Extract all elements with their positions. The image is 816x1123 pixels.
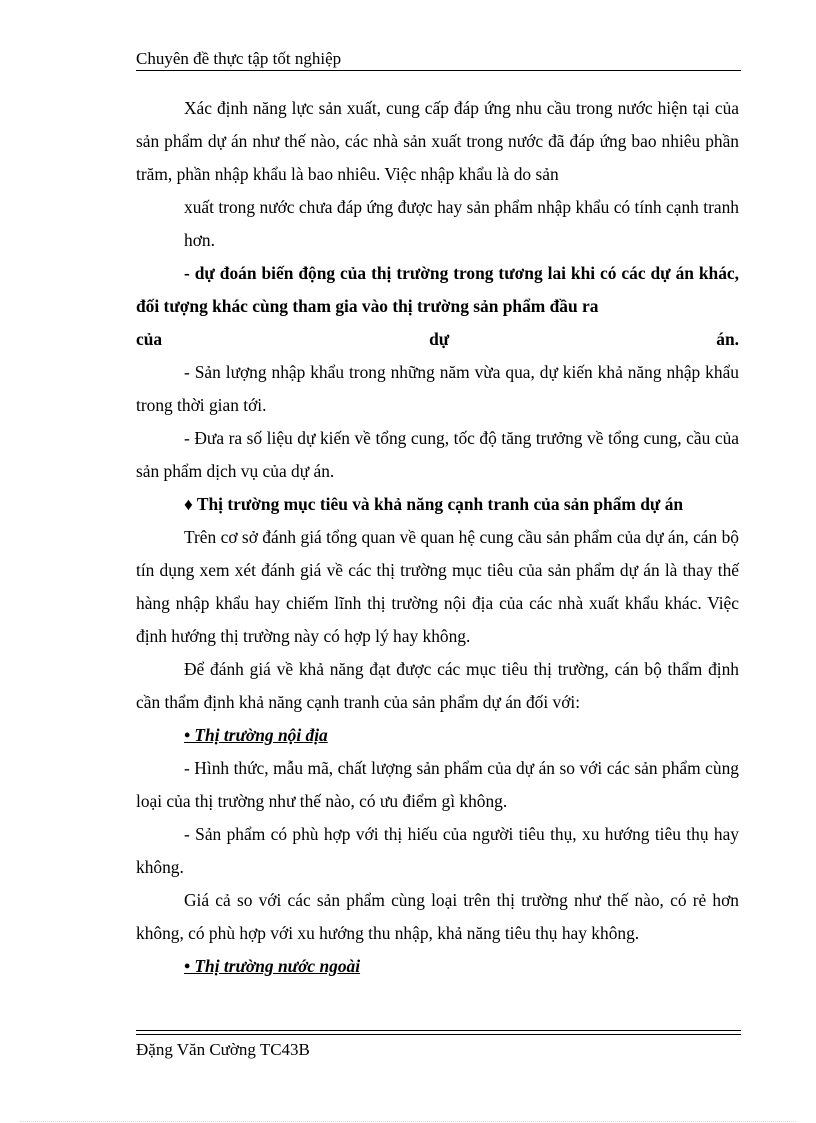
page-header: Chuyên đề thực tập tốt nghiệp [136,49,342,68]
paragraph: xuất trong nước chưa đáp ứng được hay sản phẩm nhập khẩu có tính cạnh tranh hơn. [184,197,739,250]
footer-rule [136,1034,741,1035]
page-edge [20,1121,796,1122]
subheading-text: • Thị trường nước ngoài [184,956,361,976]
paragraph: Giá cả so với các sản phẩm cùng loại trên thị trường như thế nào, có rẻ hơn không, có phù hợp với xu hướng thu nhập, khả năng tiêu thụ hay không. [136,890,739,943]
footer-rule [136,1030,741,1031]
paragraph: - Đưa ra số liệu dự kiến về tổng cung, tốc độ tăng trưởng về tổng cung, cầu của sản phẩm dịch vụ của dự án. [136,428,739,481]
document-body [136,92,739,983]
paragraph: Trên cơ sở đánh giá tổng quan về quan hệ cung cầu sản phẩm của dự án, cán bộ tín dụng xem xét đánh giá về các thị trường mục tiêu của sản phẩm dự án là thay thế hàng nhập khẩu hay chiếm lĩnh thị trường nội địa của các nhà xuất khẩu khác. Việc định hướng thị trường này có hợp lý hay không. [136,527,739,646]
paragraph: - Sản phẩm có phù hợp với thị hiếu của người tiêu thụ, xu hướng tiêu thụ hay không. [136,824,739,877]
paragraph: Xác định năng lực sản xuất, cung cấp đáp ứng nhu cầu trong nước hiện tại của sản phẩm dự án như thế nào, các nhà sản xuất trong nước đã đáp ứng bao nhiêu phần trăm, phần nhập khẩu là bao nhiêu. Việc nhập khẩu là do sản [136,98,739,184]
subheading [136,950,739,983]
subheading-text: • Thị trường nội địa [184,725,328,745]
word: dự [429,329,450,349]
paragraph-bold: - dự đoán biến động của thị trường trong tương lai khi có các dự án khác, đối tượng khác cùng tham gia vào thị trường sản phẩm đầu ra [136,263,739,316]
word: của [136,329,163,349]
word: án. [716,329,739,349]
section-heading: ♦ Thị trường mục tiêu và khả năng cạnh tranh của sản phẩm dự án [184,494,684,514]
paragraph: - Hình thức, mẫu mã, chất lượng sản phẩm của dự án so với các sản phẩm cùng loại của thị trường như thế nào, có ưu điểm gì không. [136,758,739,811]
paragraph: - Sản lượng nhập khẩu trong những năm vừa qua, dự kiến khả năng nhập khẩu trong thời gian tới. [136,362,739,415]
page-footer: Đặng Văn Cường TC43B [136,1040,310,1059]
subheading [136,719,739,752]
paragraph: Để đánh giá về khả năng đạt được các mục tiêu thị trường, cán bộ thẩm định cần thẩm định khả năng cạnh tranh của sản phẩm dự án đối với: [136,659,739,712]
header-rule [136,70,741,71]
spread-line [136,323,739,356]
